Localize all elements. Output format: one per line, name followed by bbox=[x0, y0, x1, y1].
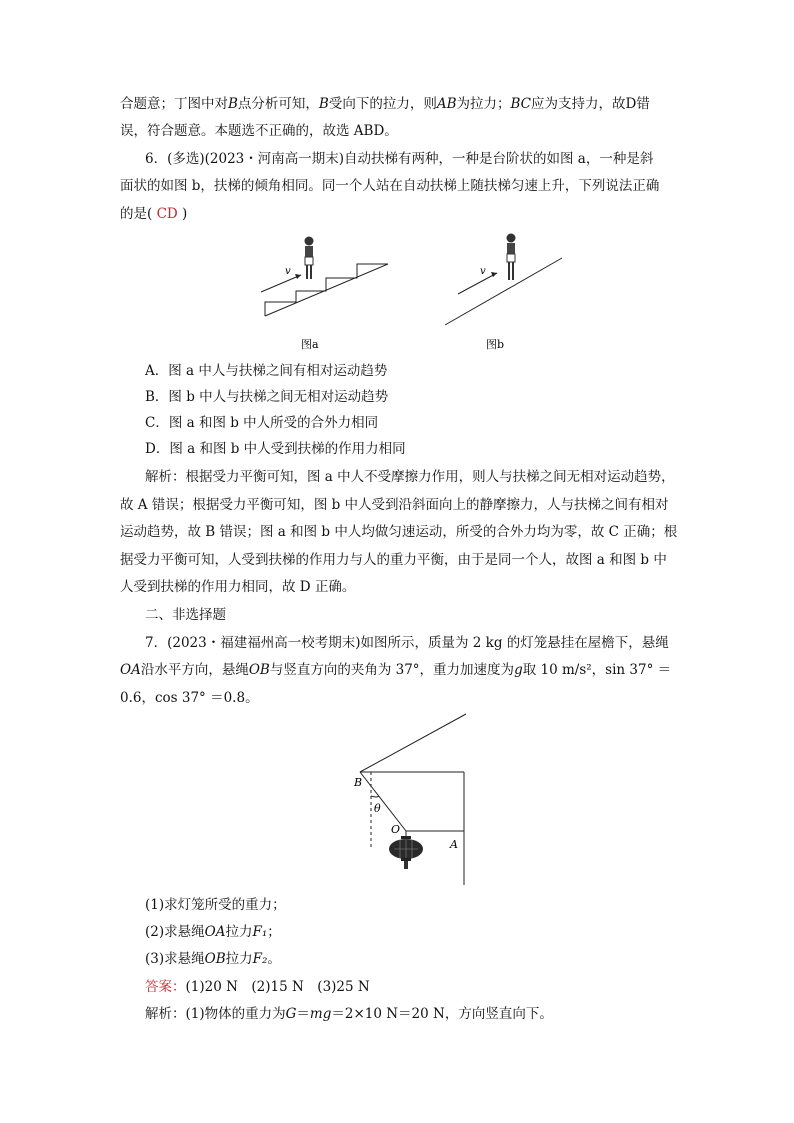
text-line bbox=[120, 94, 650, 114]
var-OA: OA bbox=[120, 662, 141, 678]
question-7-line: 0.6，cos 37° ＝0.8。 bbox=[120, 690, 259, 706]
var-AB: AB bbox=[436, 96, 457, 112]
figure-b-slope bbox=[440, 228, 570, 353]
text-span: 合题意；丁图中对 bbox=[120, 96, 228, 112]
sub-question-1: (1)求灯笼所受的重力； bbox=[145, 897, 286, 913]
sub-question-3 bbox=[145, 949, 281, 969]
analysis-line: 解析：根据受力平衡可知，图 a 中人不受摩擦力作用，则人与扶梯之间无相对运动趋势， bbox=[145, 469, 675, 485]
answer-cd: CD bbox=[152, 206, 183, 222]
option-b: B．图 b 中人与扶梯之间无相对运动趋势 bbox=[145, 389, 389, 405]
var-B: B bbox=[318, 96, 329, 112]
text-span: 。 bbox=[267, 951, 281, 967]
var-B: B bbox=[228, 96, 238, 112]
point-o-label: O bbox=[391, 823, 401, 836]
velocity-label: v bbox=[480, 266, 486, 277]
text-span: ＝2×10 N＝20 N，方向竖直向下。 bbox=[331, 1006, 553, 1022]
question-6-line: 6．(多选)(2023・河南高一期末)自动扶梯有两种，一种是台阶状的如图 a，一种是斜 bbox=[145, 151, 654, 167]
text-span: 沿水平方向，悬绳 bbox=[140, 662, 249, 678]
option-d: D．图 a 和图 b 中人受到扶梯的作用力相同 bbox=[145, 441, 406, 457]
option-a: A．图 a 中人与扶梯之间有相对运动趋势 bbox=[145, 363, 388, 379]
analysis-line: 据受力平衡可知，人受到扶梯的作用力与人的重力平衡，由于是同一个人，故图 a 和图 b 中 bbox=[120, 552, 667, 568]
text-span: (2)求悬绳 bbox=[145, 924, 205, 940]
text-span: 与竖直方向的夹角为 37°，重力加速度为 bbox=[269, 662, 515, 678]
velocity-label: v bbox=[285, 266, 291, 277]
var-F2: F₂ bbox=[252, 951, 268, 967]
text-span: 拉力 bbox=[225, 951, 253, 967]
analysis-line: 故 A 错误；根据受力平衡可知，图 b 中人受到沿斜面向上的静摩擦力，人与扶梯之间有相对 bbox=[120, 497, 669, 513]
text-span: 的是( bbox=[120, 206, 153, 222]
figure-a-stairs bbox=[255, 228, 395, 353]
question-6-line bbox=[120, 204, 187, 224]
answer-label: 答案： bbox=[145, 979, 186, 995]
text-span: 受向下的拉力，则 bbox=[328, 96, 437, 112]
angle-theta: θ bbox=[374, 802, 381, 815]
var-F1: F₁ bbox=[252, 924, 268, 940]
question-7-line: 7．(2023・福建福州高一校考期末)如图所示，质量为 2 kg 的灯笼悬挂在屋檐下，悬绳 bbox=[145, 635, 669, 651]
text-span: 应为支持力，故D错 bbox=[531, 96, 650, 112]
text-line: 误，符合题意。本题选不正确的，故选 ABD。 bbox=[120, 123, 398, 139]
person-icon bbox=[507, 234, 516, 281]
analysis-line: 人受到扶梯的作用力相同，故 D 正确。 bbox=[120, 579, 356, 595]
question-7-line bbox=[120, 660, 671, 680]
var-g: g bbox=[514, 662, 523, 678]
section-heading: 二、非选择题 bbox=[145, 607, 226, 623]
figure-b-caption: 图b bbox=[486, 338, 505, 351]
var-mg: mg bbox=[309, 1006, 332, 1022]
var-OB: OB bbox=[204, 951, 226, 967]
var-OA: OA bbox=[204, 924, 226, 940]
text-span: 为拉力； bbox=[456, 96, 511, 112]
solution-line bbox=[145, 1004, 553, 1024]
var-BC: BC bbox=[510, 96, 532, 112]
lantern-icon bbox=[389, 831, 423, 869]
var-G: G bbox=[285, 1006, 297, 1022]
text-span: ) bbox=[182, 206, 188, 222]
var-OB: OB bbox=[248, 662, 270, 678]
text-span: ； bbox=[267, 924, 281, 940]
lantern-figure bbox=[340, 710, 475, 890]
text-span: 取 10 m/s²，sin 37° ＝ bbox=[522, 662, 672, 678]
point-b-label: B bbox=[354, 776, 363, 789]
point-a-label: A bbox=[450, 838, 458, 851]
analysis-line: 运动趋势，故 B 错误；图 a 和图 b 中人均做匀速运动，所受的合外力均为零，故 C 正确；根 bbox=[120, 524, 678, 540]
text-span: 解析：(1)物体的重力为 bbox=[145, 1006, 286, 1022]
text-span: ＝ bbox=[296, 1006, 310, 1022]
person-icon bbox=[305, 237, 314, 280]
answer-line bbox=[145, 977, 370, 997]
text-span: 拉力 bbox=[225, 924, 253, 940]
text-span: (3)求悬绳 bbox=[145, 951, 205, 967]
text-span: 点分析可知， bbox=[237, 96, 319, 112]
figure-a-caption: 图a bbox=[301, 338, 319, 351]
question-6-line: 面状的如图 b，扶梯的倾角相同。同一个人站在自动扶梯上随扶梯匀速上升，下列说法正确 bbox=[120, 178, 660, 194]
answer-text: (1)20 N (2)15 N (3)25 N bbox=[185, 979, 370, 995]
option-c: C．图 a 和图 b 中人所受的合外力相同 bbox=[145, 415, 379, 431]
sub-question-2 bbox=[145, 922, 281, 942]
